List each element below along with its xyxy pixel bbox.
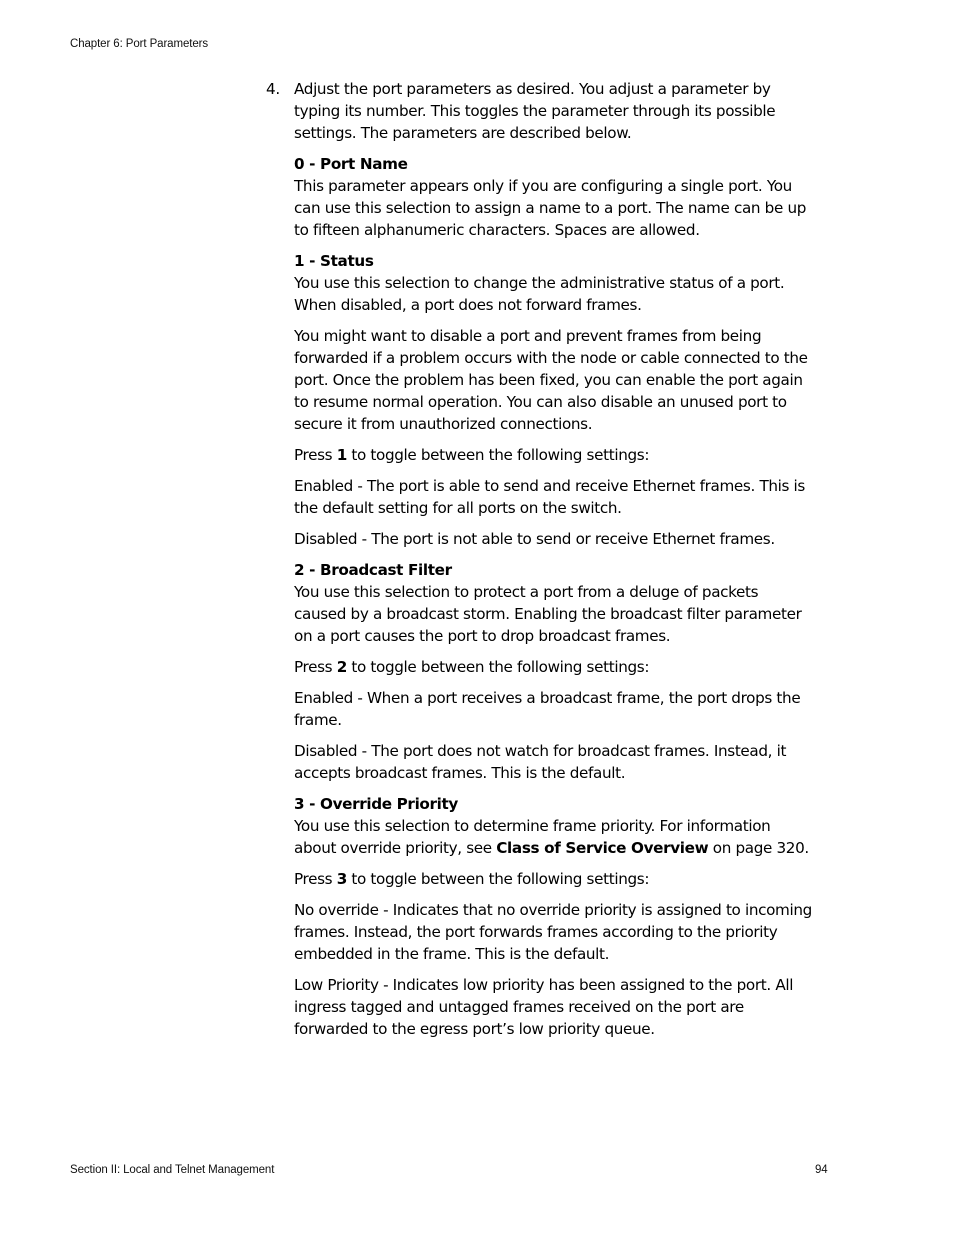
- step-text: Adjust the port parameters as desired. You adjust a parameter by typing its number. This toggles the parameter through its possible settings. The parameters are described below.: [294, 80, 776, 142]
- broadcast-enabled: Enabled - When a port receives a broadcast frame, the port drops the frame.: [294, 689, 801, 729]
- status-disabled: Disabled - The port is not able to send or receive Ethernet frames.: [294, 530, 775, 548]
- broadcast-section: [294, 559, 814, 647]
- broadcast-disabled: Disabled - The port does not watch for broadcast frames. Instead, it accepts broadcast frames. This is the default.: [294, 742, 787, 782]
- broadcast-desc: You use this selection to protect a port from a deluge of packets caused by a broadcast storm. Enabling the broadcast filter parameter on a port causes the port to drop broadcast frames.: [294, 583, 802, 645]
- status-press: Press 1 to toggle between the following settings:: [294, 446, 650, 464]
- status-section: [294, 250, 814, 316]
- override-section: 3 - Override Priority You use this selection to determine frame priority. For information about override priority, see Class of Service Overview on page 320.: [294, 793, 814, 859]
- port-name-desc: This parameter appears only if you are configuring a single port. You can use this selection to assign a name to a port. The name can be up to fifteen alphanumeric characters. Spaces are allowed.: [294, 177, 807, 239]
- page-number: 94: [815, 1164, 828, 1176]
- step-4: [266, 78, 814, 144]
- port-name-section: [294, 153, 814, 241]
- status-desc: You use this selection to change the administrative status of a port. When disabled, a port does not forward frames.: [294, 274, 785, 314]
- running-footer: Section II: Local and Telnet Management: [70, 1164, 275, 1176]
- status-title: 1 - Status: [294, 252, 374, 270]
- override-no-override: No override - Indicates that no override priority is assigned to incoming frames. Instead, the port forwards frames according to the priority embedded in the frame. This is the default.: [294, 901, 812, 963]
- page-body: [266, 78, 814, 1049]
- status-para: You might want to disable a port and prevent frames from being forwarded if a problem occurs with the node or cable connected to the port. Once the problem has been fixed, you can enable the port again to resume normal operation. You can also disable an unused port to secure it from unauthorized connections.: [294, 327, 808, 433]
- broadcast-title: 2 - Broadcast Filter: [294, 561, 452, 579]
- override-low-priority: Low Priority - Indicates low priority has been assigned to the port. All ingress tagged and untagged frames received on the port are forwarded to the egress port’s low priority queue.: [294, 976, 794, 1038]
- override-title: 3 - Override Priority: [294, 795, 458, 813]
- status-press-key: 1: [336, 446, 347, 464]
- port-name-title: 0 - Port Name: [294, 155, 408, 173]
- broadcast-press: Press 2 to toggle between the following settings:: [294, 658, 650, 676]
- running-header: Chapter 6: Port Parameters: [70, 38, 209, 50]
- step-number: 4.: [266, 80, 280, 98]
- override-press-key: 3: [336, 870, 347, 888]
- status-enabled: Enabled - The port is able to send and receive Ethernet frames. This is the default setting for all ports on the switch.: [294, 477, 805, 517]
- class-of-service-link[interactable]: Class of Service Overview: [496, 839, 709, 857]
- override-press: Press 3 to toggle between the following settings:: [294, 870, 650, 888]
- broadcast-press-key: 2: [336, 658, 347, 676]
